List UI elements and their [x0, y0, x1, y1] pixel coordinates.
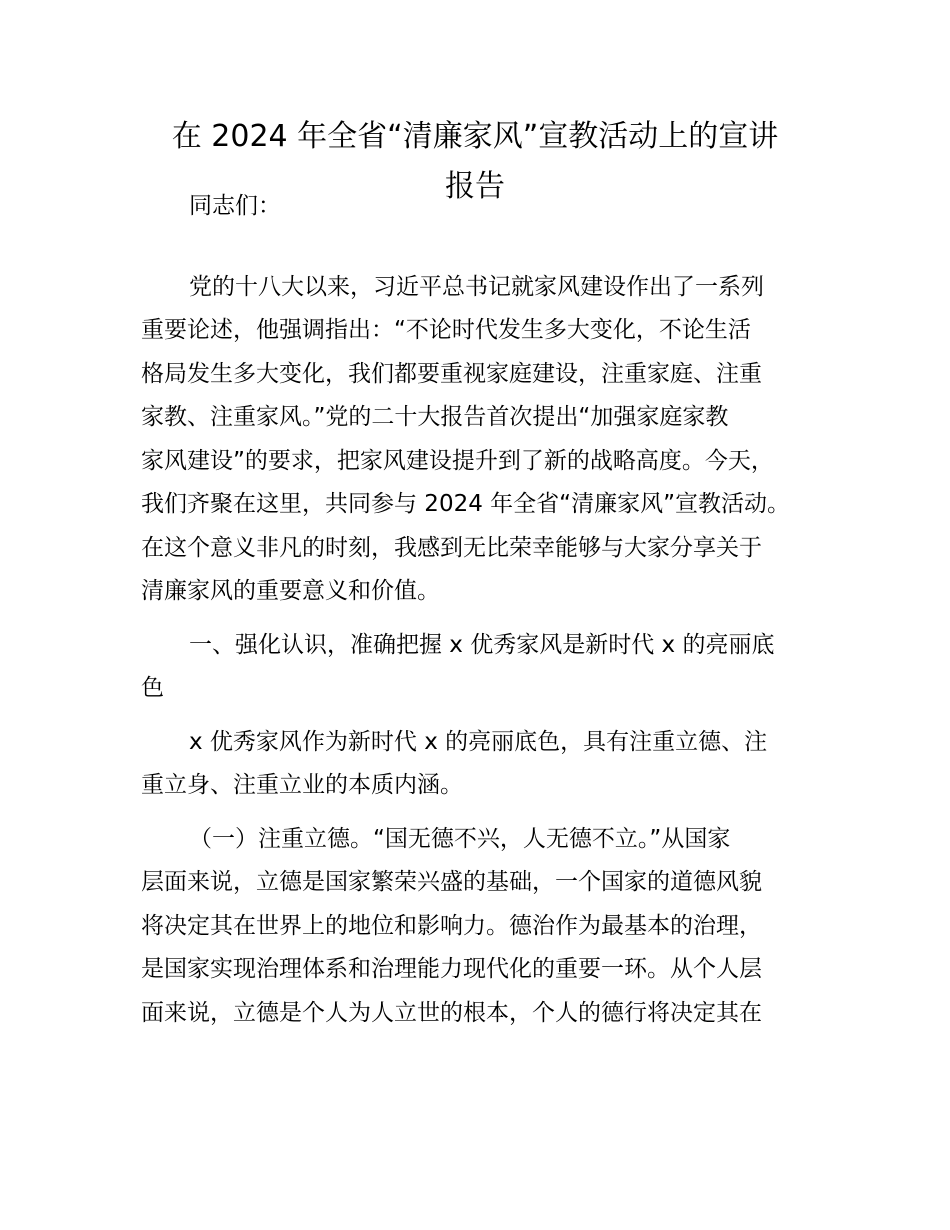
paragraph-line: 家教、注重家风。”党的二十大报告首次提出“加强家庭家教: [141, 404, 729, 430]
paragraph-line: 层面来说，立德是国家繁荣兴盛的基础，一个国家的道德风貌: [141, 869, 762, 895]
paragraph-line: 家风建设”的要求，把家风建设提升到了新的战略高度。今天，: [141, 448, 774, 474]
paragraph-line: 清廉家风的重要意义和价值。: [141, 578, 440, 604]
paragraph-line: 党的十八大以来，习近平总书记就家风建设作出了一系列: [189, 274, 764, 300]
paragraph-line: 格局发生多大变化，我们都要重视家庭建设，注重家庭、注重: [141, 361, 762, 387]
paragraph-line: 是国家实现治理体系和治理能力现代化的重要一环。从个人层: [141, 956, 762, 982]
heading-line: 一、强化认识，准确把握 x 优秀家风是新时代 x 的亮丽底: [189, 632, 775, 658]
paragraph-line: 我们齐聚在这里，共同参与 2024 年全省“清廉家风”宣教活动。: [141, 491, 790, 517]
salutation: 同志们：: [189, 193, 281, 219]
paragraph-line: 在这个意义非凡的时刻，我感到无比荣幸能够与大家分享关于: [141, 535, 762, 561]
paragraph-line: 面来说，立德是个人为人立世的根本，个人的德行将决定其在: [141, 1000, 762, 1026]
paragraph-line: 将决定其在世界上的地位和影响力。德治作为最基本的治理，: [141, 913, 762, 939]
paragraph-line: x 优秀家风作为新时代 x 的亮丽底色，具有注重立德、注: [189, 729, 768, 755]
title-line-1: 在 2024 年全省“清廉家风”宣教活动上的宣讲: [171, 119, 779, 154]
paragraph-line: 重要论述，他强调指出：“不论时代发生多大变化，不论生活: [141, 317, 751, 343]
paragraph-line: 重立身、注重立业的本质内涵。: [141, 772, 463, 798]
title-line-2: 报告: [445, 169, 505, 204]
heading-line: 色: [141, 675, 164, 701]
paragraph-line: （一）注重立德。“国无德不兴，人无德不立。”从国家: [189, 826, 731, 852]
